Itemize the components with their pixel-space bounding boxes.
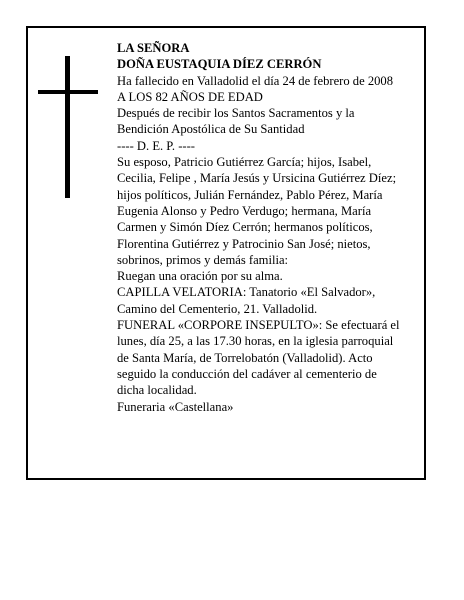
notice-line: FUNERAL «CORPORE INSEPULTO»: Se efectuará el [117,318,400,333]
obituary-notice [26,26,426,480]
notice-line: hijos políticos, Julián Fernández, Pablo Pérez, María [117,187,383,202]
notice-line: ---- D. E. P. ---- [117,138,195,153]
notice-line: Después de recibir los Santos Sacramentos y la [117,106,355,121]
notice-line: A LOS 82 AÑOS DE EDAD [117,89,263,104]
notice-line: Bendición Apostólica de Su Santidad [117,122,305,137]
notice-line: seguido la conducción del cadáver al cementerio de [117,366,377,381]
cross-horizontal-bar [38,90,98,94]
notice-line: de Santa María, de Torrelobatón (Valladolid). Acto [117,350,373,365]
notice-line: Funeraria «Castellana» [117,399,234,414]
notice-line: dicha localidad. [117,383,197,398]
cross-icon [38,56,98,198]
notice-line: lunes, día 25, a las 17.30 horas, en la iglesia parroquial [117,334,394,349]
notice-line: Florentina Gutiérrez y Patrocinio San José; nietos, [117,236,371,251]
notice-line: DOÑA EUSTAQUIA DÍEZ CERRÓN [117,57,322,72]
notice-line: Ha fallecido en Valladolid el día 24 de febrero de 2008 [117,73,394,88]
notice-line: Su esposo, Patricio Gutiérrez García; hijos, Isabel, [117,155,372,170]
notice-text [117,40,425,415]
notice-line: Camino del Cementerio, 21. Valladolid. [117,301,318,316]
notice-line: Ruegan una oración por su alma. [117,269,283,284]
notice-line: sobrinos, primos y demás familia: [117,252,289,267]
notice-line: LA SEÑORA [117,41,190,55]
cross-vertical-bar [65,56,70,198]
notice-line: Eugenia Alonso y Pedro Verdugo; hermana, María [117,203,372,218]
notice-line: Cecilia, Felipe , María Jesús y Ursicina Gutiérrez Díez; [117,171,397,186]
notice-line: CAPILLA VELATORIA: Tanatorio «El Salvador», [117,285,376,300]
notice-line: Carmen y Simón Díez Cerrón; hermanos políticos, [117,220,373,235]
